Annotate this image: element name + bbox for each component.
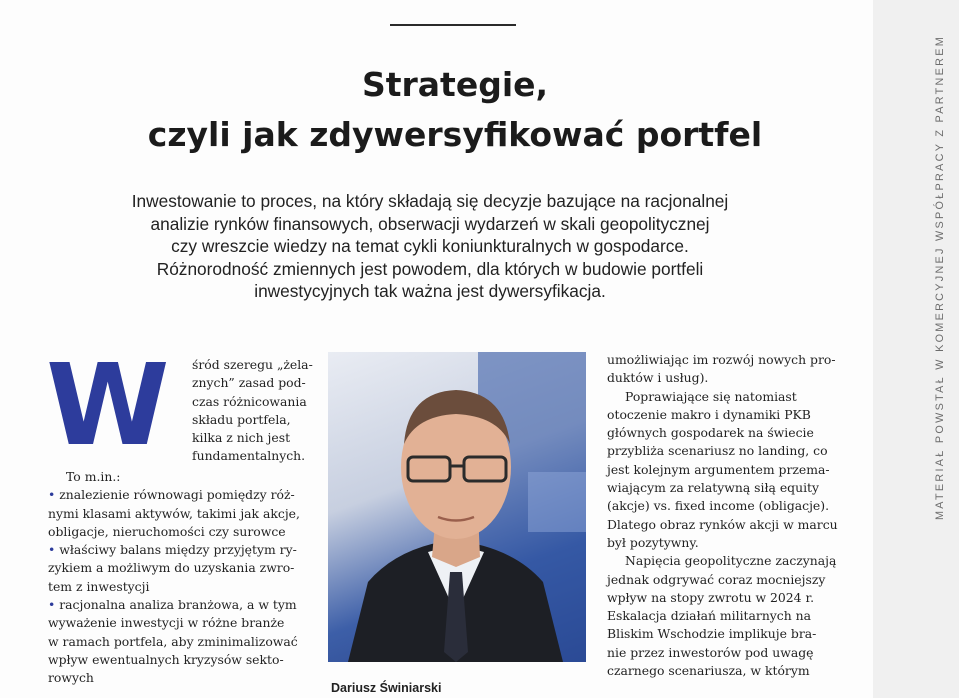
text-line: fundamentalnych. [192,448,306,464]
text-line: znych” zasad pod- [192,375,306,391]
title-line-1: Strategie, [361,65,549,104]
text-line: rowych [48,670,94,686]
text-line: umożliwiając im rozwój nowych pro- [607,352,836,367]
lead-line: czy wreszcie wiedzy na temat cykli koniunkturalnych w gospodarce. [171,236,689,256]
text-line: Eskalacja działań militarnych na [607,608,812,624]
column-3 [607,351,838,680]
text-line: jest kolejnym argumentem przema- [607,461,830,477]
text-line: To m.in.: [66,469,121,484]
title-line-2: czyli jak zdywersyfikować portfel [147,115,763,154]
text-line: czas różnicowania [192,393,307,409]
text-line: jednak odgrywać coraz mocniejszy [607,571,826,587]
text-line: otoczenie makro i dynamiki PKB [607,406,811,422]
text-line: w ramach portfela, aby zminimalizować [48,633,298,649]
column-1-intro [192,356,313,466]
lead-line: Inwestowanie to proces, na który składają się decyzje bazujące na racjonalnej [131,191,729,211]
text-line: przybliża scenariusz no landing, co [607,443,828,459]
text-line: był pozytywny. [607,534,699,550]
lead-line: Różnorodność zmiennych jest powodem, dla których w budowie portfeli [156,258,704,279]
text-line: Napięcia geopolityczne zaczynają [625,553,837,569]
bullet-icon: • [48,597,56,613]
bullet-line: • właściwy balans między przyjętym ry- [48,542,297,558]
text-line: Poprawiające się natomiast [625,388,797,404]
text-line: tem z inwestycji [48,578,150,594]
text-line: śród szeregu „żela- [192,357,313,372]
text-line: wyważenie inwestycji w różne branże [48,615,285,631]
text-line: nymi klasami aktywów, takimi jak akcje, [48,505,300,521]
text-line: wpływ ewentualnych kryzysów sekto- [48,651,284,667]
drop-cap: W [46,341,166,471]
lead-line: analizie rynków finansowych, obserwacji wydarzeń w skali geopolitycznej [150,213,710,234]
photo-caption: Dariusz Świniarski [331,681,442,695]
text-line: (akcje) vs. fixed income (obligacje). [607,498,830,514]
text-line: zykiem a możliwym do uzyskania zwro- [48,560,295,576]
bullet-line: • racjonalna analiza branżowa, a w tym [48,597,297,613]
text-line: Dlatego obraz rynków akcji w marcu [607,516,838,532]
bullet-line: • znalezienie równowagi pomiędzy róż- [48,487,295,503]
bullet-icon: • [48,487,56,503]
sidebar [873,0,959,698]
portrait-illustration [328,352,586,662]
text-line: wpływ na stopy zwrotu w 2024 r. [607,589,815,605]
bullet-icon: • [48,542,56,558]
lead-line: inwestycyjnych tak ważna jest dywersyfikacja. [254,281,606,301]
text-line: głównych gospodarek na świecie [607,425,814,441]
text-line: czarnego scenariusza, w którym [607,663,810,679]
text-line: kilka z nich jest [192,430,291,446]
author-photo [328,352,586,662]
text-line: duktów i usług). [607,370,709,386]
text-line: nie przez inwestorów pod uwagę [607,644,814,660]
column-1-body [48,468,300,688]
text-line: obligacje, nieruchomości czy surowce [48,523,286,539]
text-line: Bliskim Wschodzie implikuje bra- [607,626,817,642]
article-lead [70,190,790,303]
text-line: składu portfela, [192,411,291,427]
top-rule [390,24,516,26]
sponsored-label: MATERIAŁ POWSTAŁ W KOMERCYJNEJ WSPÓŁPRACY Z PARTNEREM [934,34,946,520]
article-title [60,60,850,160]
text-line: wiającym za relatywną siłą equity [607,480,820,496]
